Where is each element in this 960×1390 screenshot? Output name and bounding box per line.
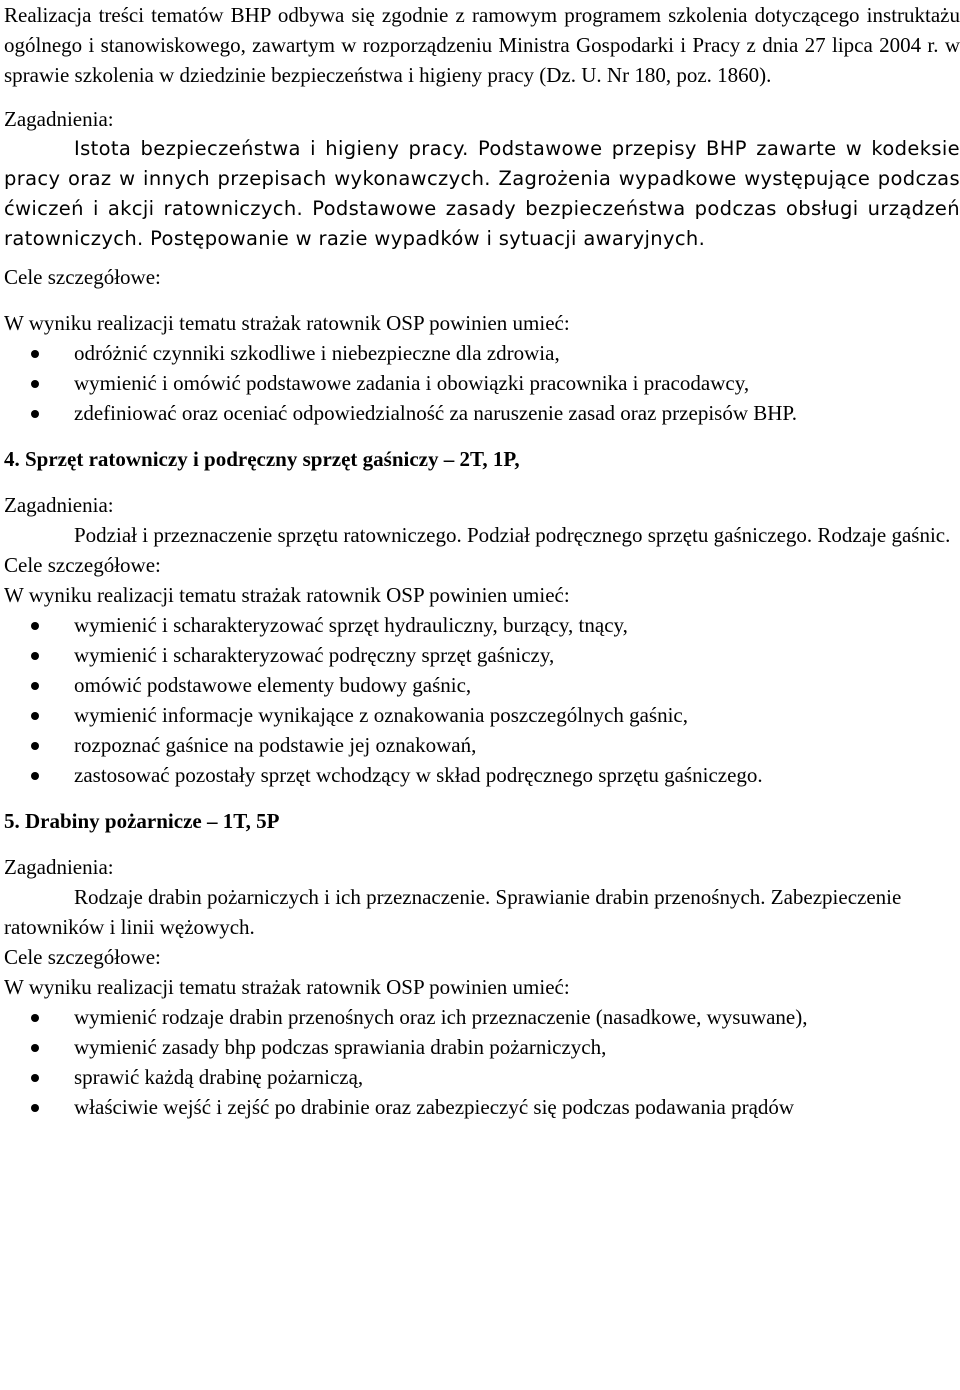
intro-paragraph: Realizacja treści tematów BHP odbywa się zgodnie z ramowym programem szkolenia dotyczącego instruktażu ogólnego i stanowiskowego, zawartym w rozporządzeniu Ministra Gospodarki i Pracy z dnia 27 lipca 2004 r. w sprawie szkolenia w dziedzinie bezpieczeństwa i higieny pracy (Dz. U. Nr 180, poz. 1860). bbox=[4, 3, 960, 87]
bullet-icon bbox=[31, 380, 39, 388]
bullet-icon bbox=[31, 1104, 39, 1112]
bullet-icon bbox=[31, 622, 39, 630]
zagadnienia-label: Zagadnienia: bbox=[4, 107, 114, 131]
zagadnienia-label: Zagadnienia: bbox=[4, 493, 114, 517]
list-item: zastosować pozostały sprzęt wchodzący w skład podręcznego sprzętu gaśniczego. bbox=[4, 760, 960, 790]
list-item: wymienić rodzaje drabin przenośnych oraz ich przeznaczenie (nasadkowe, wysuwane), bbox=[4, 1002, 960, 1032]
zagadnienia-text: Istota bezpieczeństwa i higieny pracy. Podstawowe przepisy BHP zawarte w kodeksie pracy oraz w innych przepisach wykonawczych. Zagrożenia wypadkowe występujące podczas ćwiczeń i akcji ratowniczych. Podstawowe zasady bezpieczeństwa podczas obsługi urządzeń ratowniczych. Postępowanie w razie wypadków i sytuacji awaryjnych. bbox=[4, 137, 960, 250]
list-item: wymienić i omówić podstawowe zadania i obowiązki pracownika i pracodawcy, bbox=[4, 368, 960, 398]
list-item: wymienić zasady bhp podczas sprawiania drabin pożarniczych, bbox=[4, 1032, 960, 1062]
list-item: rozpoznać gaśnice na podstawie jej oznakowań, bbox=[4, 730, 960, 760]
list-item: wymienić i scharakteryzować sprzęt hydrauliczny, burzący, tnący, bbox=[4, 610, 960, 640]
objectives-list bbox=[4, 610, 960, 790]
bullet-icon bbox=[31, 772, 39, 780]
zagadnienia-text: Podział i przeznaczenie sprzętu ratowniczego. Podział podręcznego sprzętu gaśniczego. Rodzaje gaśnic. bbox=[74, 523, 951, 547]
bullet-icon bbox=[31, 652, 39, 660]
list-item: odróżnić czynniki szkodliwe i niebezpieczne dla zdrowia, bbox=[4, 338, 960, 368]
cele-intro: W wyniku realizacji tematu strażak ratownik OSP powinien umieć: bbox=[4, 583, 570, 607]
bullet-icon bbox=[31, 742, 39, 750]
bullet-icon bbox=[31, 1014, 39, 1022]
cele-label: Cele szczegółowe: bbox=[4, 553, 161, 577]
list-item: właściwie wejść i zejść po drabinie oraz zabezpieczyć się podczas podawania prądów bbox=[4, 1092, 960, 1122]
section-heading: 4. Sprzęt ratowniczy i podręczny sprzęt gaśniczy – 2T, 1P, bbox=[4, 447, 520, 471]
list-item: omówić podstawowe elementy budowy gaśnic, bbox=[4, 670, 960, 700]
bullet-icon bbox=[31, 1044, 39, 1052]
objectives-list bbox=[4, 338, 960, 428]
bullet-icon bbox=[31, 1074, 39, 1082]
zagadnienia-label: Zagadnienia: bbox=[4, 855, 114, 879]
cele-intro: W wyniku realizacji tematu strażak ratownik OSP powinien umieć: bbox=[4, 975, 570, 999]
bullet-icon bbox=[31, 682, 39, 690]
bullet-icon bbox=[31, 410, 39, 418]
list-item: wymienić i scharakteryzować podręczny sprzęt gaśniczy, bbox=[4, 640, 960, 670]
zagadnienia-text: Rodzaje drabin pożarniczych i ich przeznaczenie. Sprawianie drabin przenośnych. Zabezpieczenie ratowników i linii wężowych. bbox=[4, 885, 902, 939]
list-item: wymienić informacje wynikające z oznakowania poszczególnych gaśnic, bbox=[4, 700, 960, 730]
section-heading: 5. Drabiny pożarnicze – 1T, 5P bbox=[4, 809, 280, 833]
bullet-icon bbox=[31, 712, 39, 720]
objectives-list bbox=[4, 1002, 960, 1122]
bullet-icon bbox=[31, 350, 39, 358]
cele-intro: W wyniku realizacji tematu strażak ratownik OSP powinien umieć: bbox=[4, 311, 570, 335]
cele-label: Cele szczegółowe: bbox=[4, 265, 161, 289]
list-item: zdefiniować oraz oceniać odpowiedzialność za naruszenie zasad oraz przepisów BHP. bbox=[4, 398, 960, 428]
cele-label: Cele szczegółowe: bbox=[4, 945, 161, 969]
list-item: sprawić każdą drabinę pożarniczą, bbox=[4, 1062, 960, 1092]
